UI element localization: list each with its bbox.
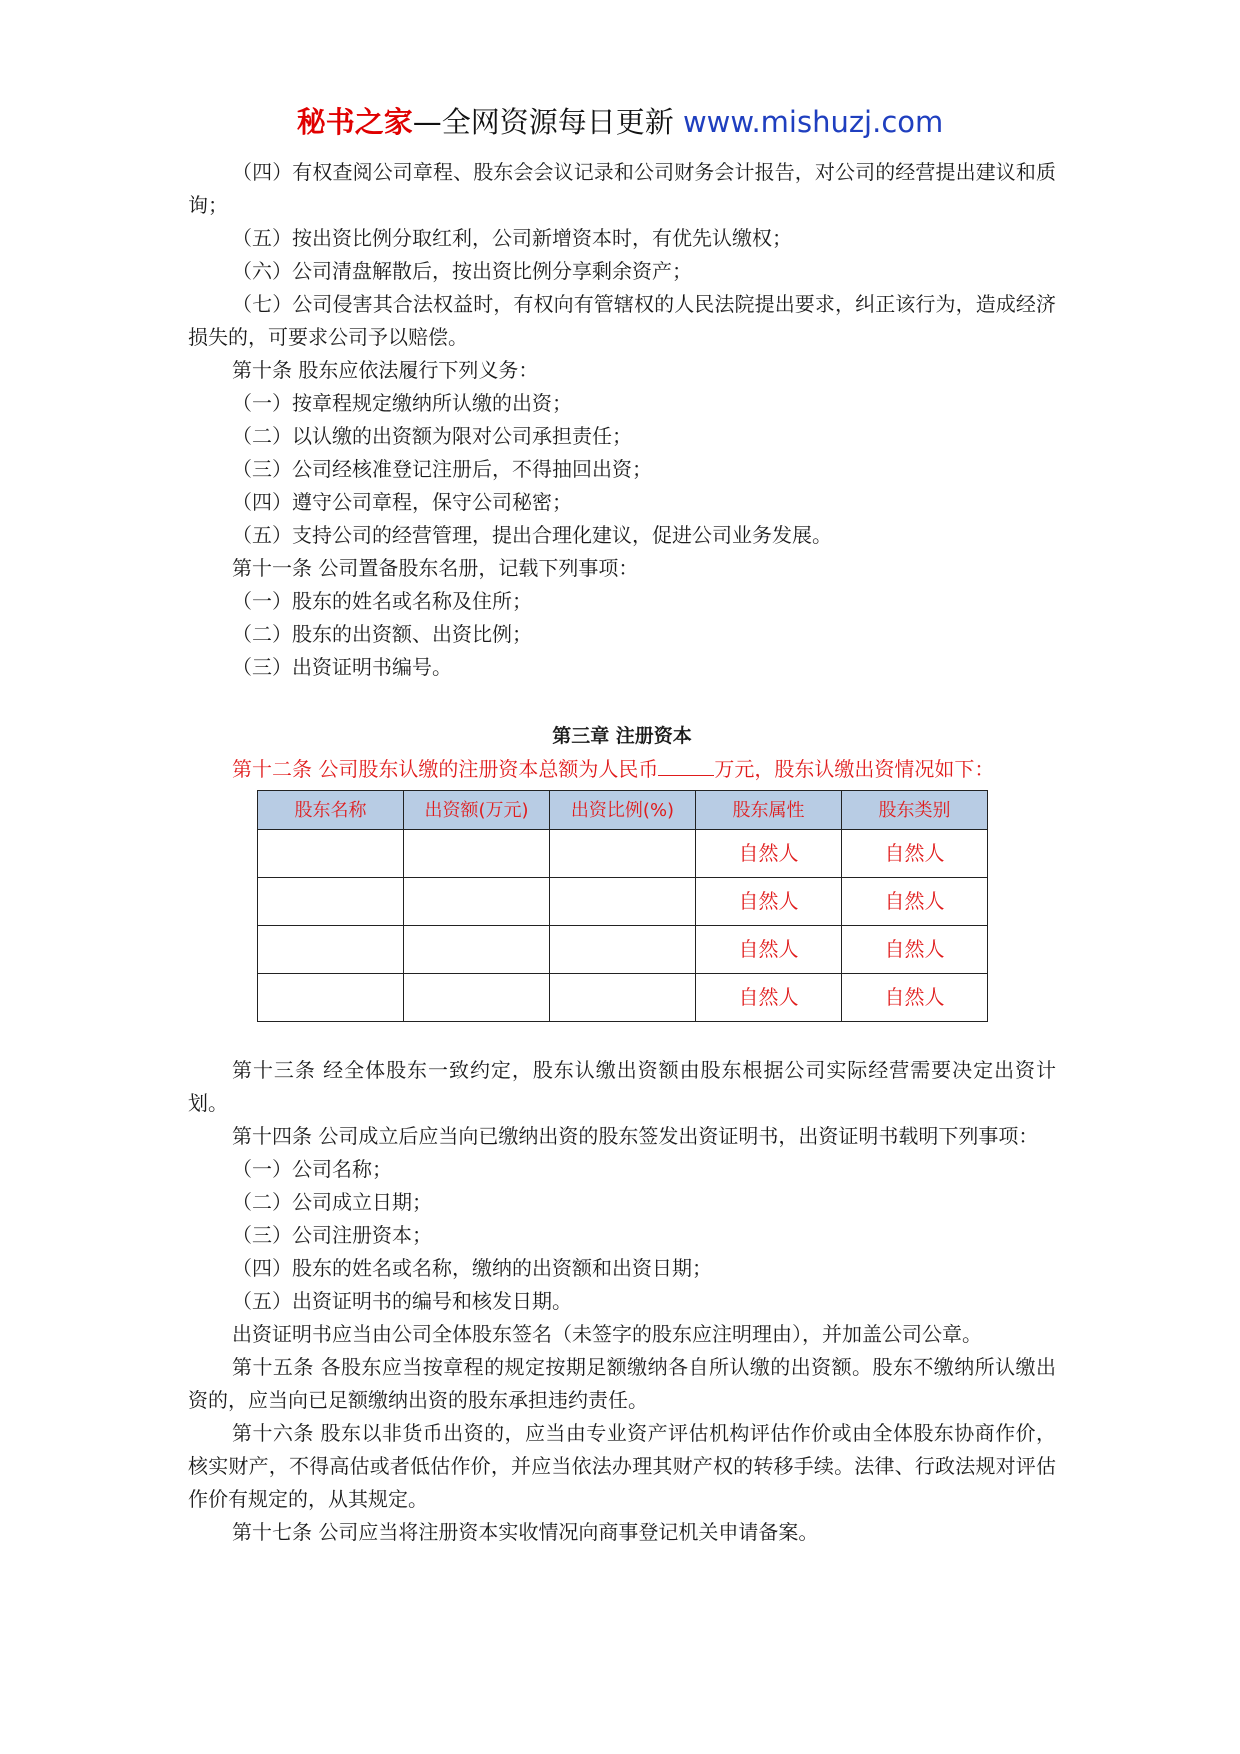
table-cell[interactable]: 自然人	[842, 830, 988, 878]
table-cell[interactable]	[550, 926, 696, 974]
paragraph: 第十一条 公司置备股东名册，记载下列事项：	[232, 556, 639, 580]
article-12-text: 第十二条 公司股东认缴的注册资本总额为人民币	[232, 757, 659, 781]
spacer	[188, 684, 1056, 717]
table-cell[interactable]	[258, 926, 404, 974]
paragraph: （一）股东的姓名或名称及住所；	[232, 589, 532, 613]
table-cell[interactable]: 自然人	[842, 926, 988, 974]
table-cell[interactable]	[404, 974, 550, 1022]
column-header: 股东属性	[696, 791, 842, 830]
shareholder-table-wrap	[257, 790, 988, 1022]
paragraph: （三）公司经核准登记注册后，不得抽回出资；	[232, 457, 652, 481]
paragraph: 第十七条 公司应当将注册资本实收情况向商事登记机关申请备案。	[232, 1520, 819, 1544]
column-header: 股东名称	[258, 791, 404, 830]
paragraph: 第十五条 各股东应当按章程的规定按期足额缴纳各自所认缴的出资额。股东不缴纳所认缴出资的，应当向已足额缴纳出资的股东承担违约责任。	[188, 1355, 1056, 1412]
paragraph: （一）公司名称；	[232, 1157, 392, 1181]
paragraph: （三）出资证明书编号。	[232, 655, 452, 679]
paragraph: （五）按出资比例分取红利，公司新增资本时，有优先认缴权；	[232, 226, 792, 250]
paragraph: 第十六条 股东以非货币出资的，应当由专业资产评估机构评估作价或由全体股东协商作价，核实财产，不得高估或者低估作价，并应当依法办理其财产权的转移手续。法律、行政法规对评估作价有规定的，从其规定。	[188, 1421, 1056, 1511]
table-row	[258, 830, 988, 878]
table-cell[interactable]	[258, 830, 404, 878]
table-cell[interactable]: 自然人	[696, 830, 842, 878]
spacer	[188, 1022, 1056, 1054]
paragraph: （四）有权查阅公司章程、股东会会议记录和公司财务会计报告，对公司的经营提出建议和质询；	[188, 160, 1056, 217]
table-cell[interactable]	[404, 926, 550, 974]
article-12-text-end: 万元，股东认缴出资情况如下：	[714, 757, 995, 781]
paragraph: （三）公司注册资本；	[232, 1223, 432, 1247]
table-cell[interactable]	[550, 974, 696, 1022]
table-cell[interactable]	[258, 974, 404, 1022]
paragraph: （二）股东的出资额、出资比例；	[232, 622, 532, 646]
paragraph: （六）公司清盘解散后，按出资比例分享剩余资产；	[232, 259, 692, 283]
paragraph: 第十条 股东应依法履行下列义务：	[232, 358, 539, 382]
column-header: 出资额(万元)	[404, 791, 550, 830]
paragraph: （四）遵守公司章程，保守公司秘密；	[232, 490, 572, 514]
shareholder-table	[257, 790, 988, 1022]
banner-tagline: —全网资源每日更新	[412, 105, 683, 139]
table-cell[interactable]: 自然人	[696, 926, 842, 974]
table-cell[interactable]: 自然人	[842, 878, 988, 926]
table-cell[interactable]	[404, 878, 550, 926]
paragraph: 第十三条 经全体股东一致约定，股东认缴出资额由股东根据公司实际经营需要决定出资计划。	[188, 1058, 1056, 1115]
column-header: 出资比例(%)	[550, 791, 696, 830]
amount-blank-field[interactable]	[658, 757, 714, 776]
paragraph: （五）支持公司的经营管理，提出合理化建议，促进公司业务发展。	[232, 523, 832, 547]
table-row	[258, 974, 988, 1022]
table-cell[interactable]	[258, 878, 404, 926]
site-banner	[0, 102, 1240, 142]
table-header-row	[258, 791, 988, 830]
paragraph: （七）公司侵害其合法权益时，有权向有管辖权的人民法院提出要求，纠正该行为，造成经济损失的，可要求公司予以赔偿。	[188, 292, 1056, 349]
table-cell[interactable]: 自然人	[696, 974, 842, 1022]
table-cell[interactable]: 自然人	[842, 974, 988, 1022]
table-cell[interactable]	[550, 878, 696, 926]
table-row	[258, 926, 988, 974]
paragraph: （五）出资证明书的编号和核发日期。	[232, 1289, 572, 1313]
table-cell[interactable]	[404, 830, 550, 878]
table-cell[interactable]: 自然人	[696, 878, 842, 926]
paragraph: 第十四条 公司成立后应当向已缴纳出资的股东签发出资证明书，出资证明书载明下列事项：	[232, 1124, 1039, 1148]
paragraph: （二）公司成立日期；	[232, 1190, 432, 1214]
paragraph: （一）按章程规定缴纳所认缴的出资；	[232, 391, 572, 415]
paragraph: （四）股东的姓名或名称，缴纳的出资额和出资日期；	[232, 1256, 712, 1280]
table-row	[258, 878, 988, 926]
table-cell[interactable]	[550, 830, 696, 878]
paragraph: （二）以认缴的出资额为限对公司承担责任；	[232, 424, 632, 448]
paragraph: 出资证明书应当由公司全体股东签名（未签字的股东应注明理由），并加盖公司公章。	[232, 1322, 982, 1346]
document-body	[188, 156, 1056, 1549]
banner-url-link[interactable]: www.mishuzj.com	[682, 105, 944, 139]
column-header: 股东类别	[842, 791, 988, 830]
banner-brand: 秘书之家	[296, 105, 413, 139]
article-12	[188, 753, 1056, 786]
chapter-title: 第三章 注册资本	[552, 725, 692, 747]
